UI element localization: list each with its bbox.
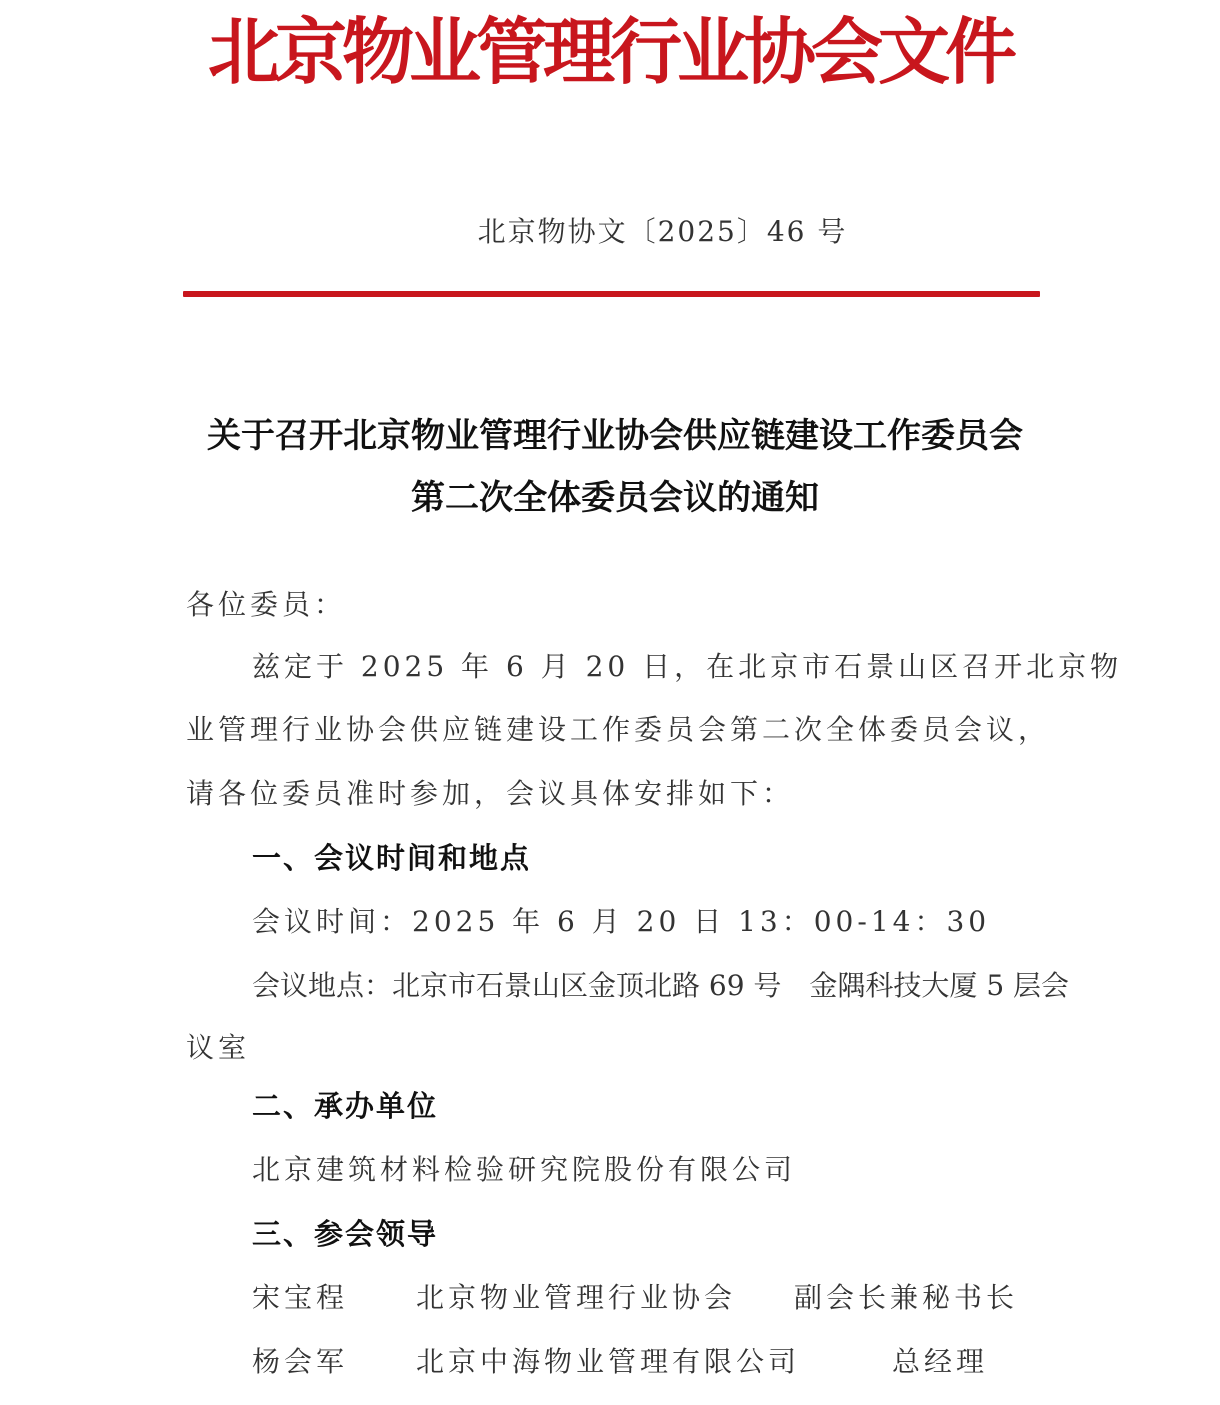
notice-title-line-1: 关于召开北京物业管理行业协会供应链建设工作委员会 (207, 416, 1023, 456)
section-heading-organizer: 二、承办单位 (252, 1089, 439, 1123)
intro-paragraph-line-2: 业管理行业协会供应链建设工作委员会第二次全体委员会议， (186, 713, 1051, 746)
intro-paragraph-line-1: 兹定于 2025 年 6 月 20 日，在北京市石景山区召开北京物 (252, 650, 1123, 683)
leader-name: 宋宝程 (252, 1281, 349, 1314)
leader-organization: 北京中海物业管理有限公司 (416, 1345, 801, 1378)
leader-position: 副会长兼秘书长 (794, 1281, 1019, 1314)
meeting-place-line-2: 议室 (186, 1031, 251, 1064)
leader-organization: 北京物业管理行业协会 (416, 1281, 737, 1314)
meeting-time: 会议时间：2025 年 6 月 20 日 13：00-14：30 (252, 905, 991, 938)
leader-name: 杨会军 (252, 1345, 349, 1378)
organizer-name: 北京建筑材料检验研究院股份有限公司 (252, 1153, 797, 1186)
section-heading-leaders: 三、参会领导 (252, 1217, 439, 1251)
meeting-place-line-1: 会议地点：北京市石景山区金顶北路 69 号 金隅科技大厦 5 层会 (252, 969, 1070, 1002)
notice-title-line-2: 第二次全体委员会议的通知 (411, 478, 819, 518)
intro-paragraph-line-3: 请各位委员准时参加，会议具体安排如下： (186, 777, 795, 810)
leader-position: 总经理 (892, 1345, 989, 1378)
header-divider (183, 291, 1040, 297)
salutation: 各位委员： (186, 588, 347, 621)
document-number: 北京物协文〔2025〕46 号 (477, 215, 848, 248)
section-heading-time-place: 一、会议时间和地点 (252, 841, 532, 875)
document-header-title: 北京物业管理行业协会文件 (207, 9, 1012, 94)
